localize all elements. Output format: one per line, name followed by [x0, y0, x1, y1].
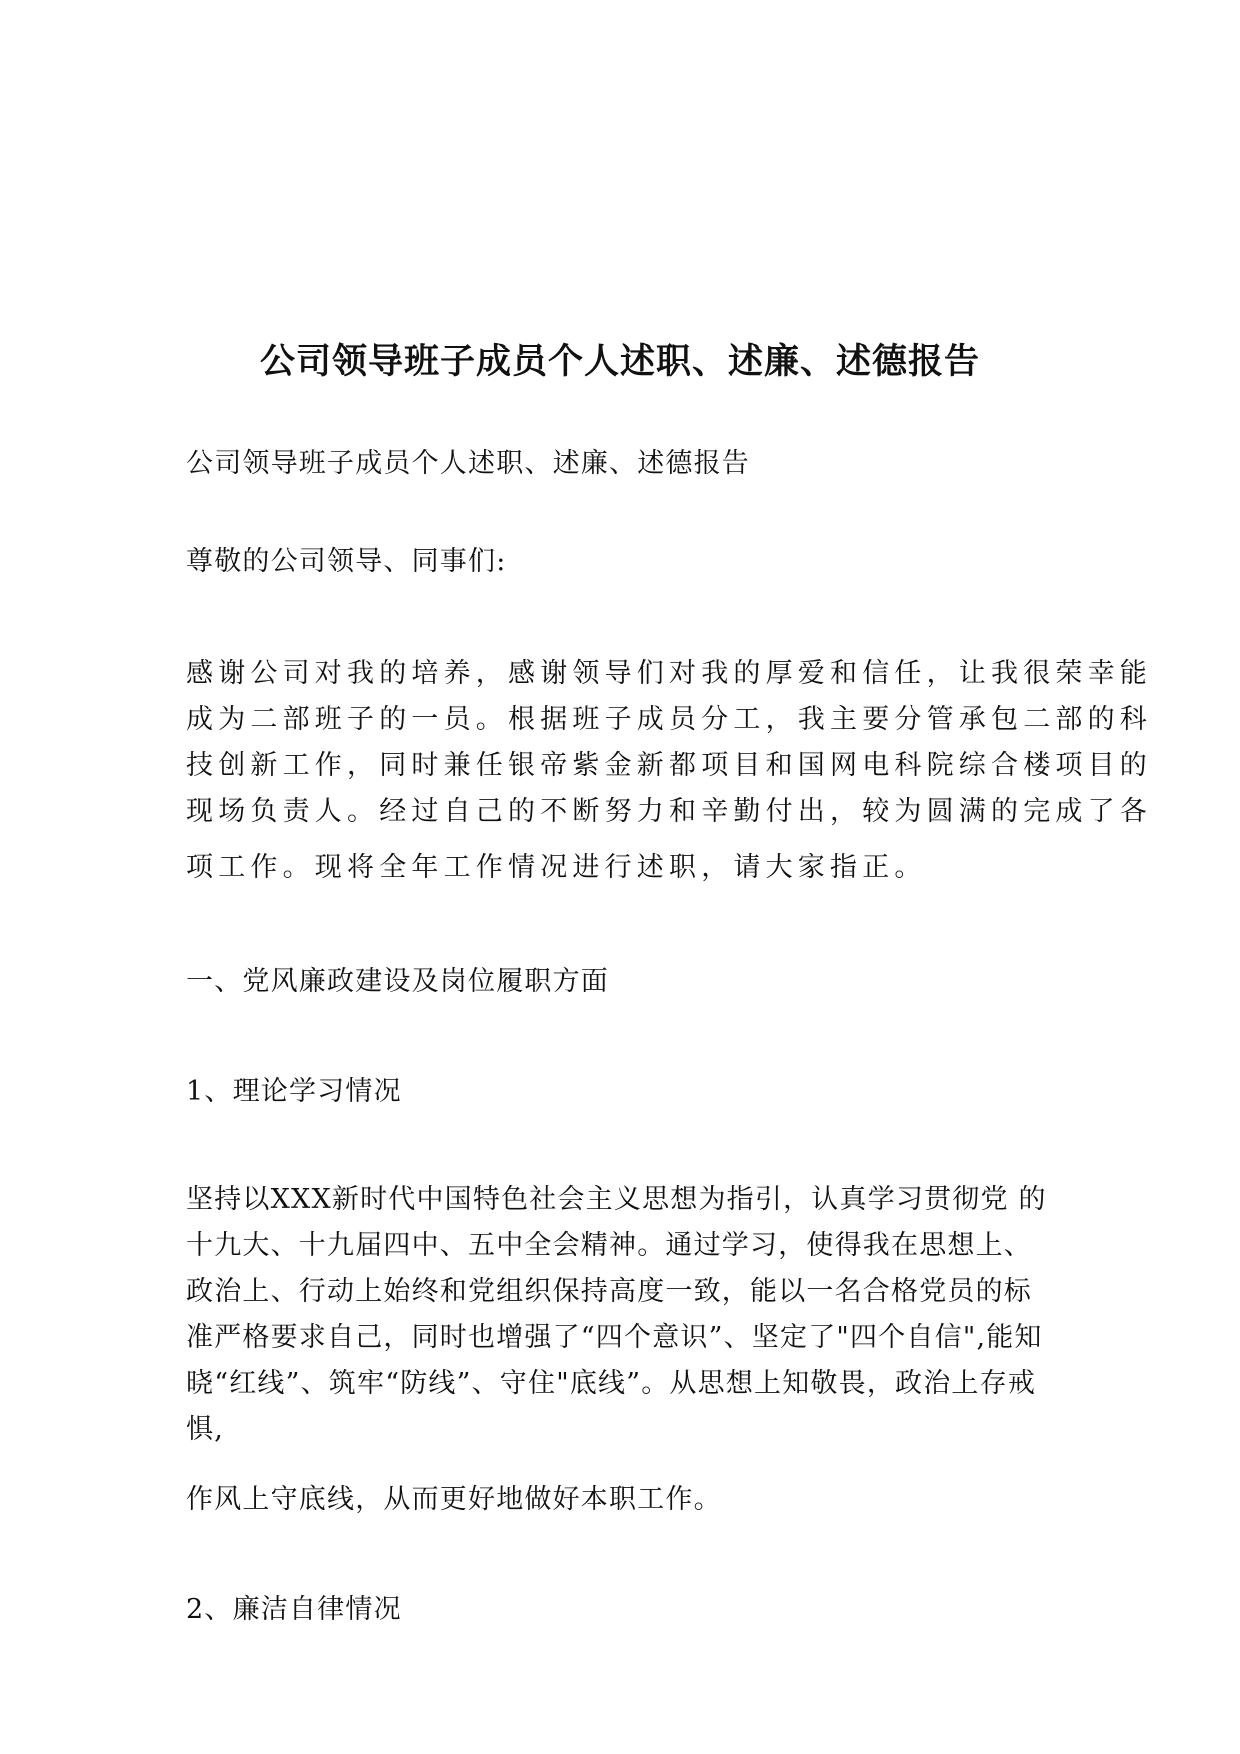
intro-line-2: 成为二部班子的一员。根据班子成员分工，我主要分管承包二部的科 [186, 704, 1152, 735]
document-subtitle: 公司领导班子成员个人述职、述廉、述德报告 [186, 448, 750, 479]
study-line-1: 坚持以XXX新时代中国特色社会主义思想为指引，认真学习贯彻党 的 [186, 1184, 1047, 1215]
study-line-2: 十九大、十九届四中、五中全会精神。通过学习，使得我在思想上、 [186, 1230, 1032, 1261]
intro-line-3: 技创新工作，同时兼任银帝紫金新都项目和国网电科院综合楼项目的 [186, 750, 1152, 781]
intro-line-1: 感谢公司对我的培养，感谢领导们对我的厚爱和信任，让我很荣幸能 [186, 658, 1152, 689]
study-line-4: 准严格要求自己，同时也增强了“四个意识”、坚定了"四个自信",能知 [186, 1322, 1043, 1353]
intro-line-5: 项工作。现将全年工作情况进行述职，请大家指正。 [186, 852, 927, 883]
intro-line-4: 现场负责人。经过自己的不断努力和辛勤付出，较为圆满的完成了各 [186, 796, 1152, 827]
subsection-heading-1: 1、理论学习情况 [186, 1076, 402, 1107]
study-line-5: 晓“红线”、筑牢“防线”、守住"底线”。从思想上知敬畏，政治上存戒 [186, 1368, 1037, 1399]
study-line-3: 政治上、行动上始终和党组织保持高度一致，能以一名合格党员的标 [186, 1276, 1032, 1307]
subsection-heading-2: 2、廉洁自律情况 [186, 1594, 402, 1625]
salutation: 尊敬的公司领导、同事们: [186, 546, 507, 577]
document-title: 公司领导班子成员个人述职、述廉、述德报告 [259, 341, 980, 382]
study-closing: 作风上守底线，从而更好地做好本职工作。 [186, 1484, 722, 1515]
study-line-6: 惧, [186, 1414, 224, 1445]
section-heading-1: 一、党风廉政建设及岗位履职方面 [186, 966, 609, 997]
